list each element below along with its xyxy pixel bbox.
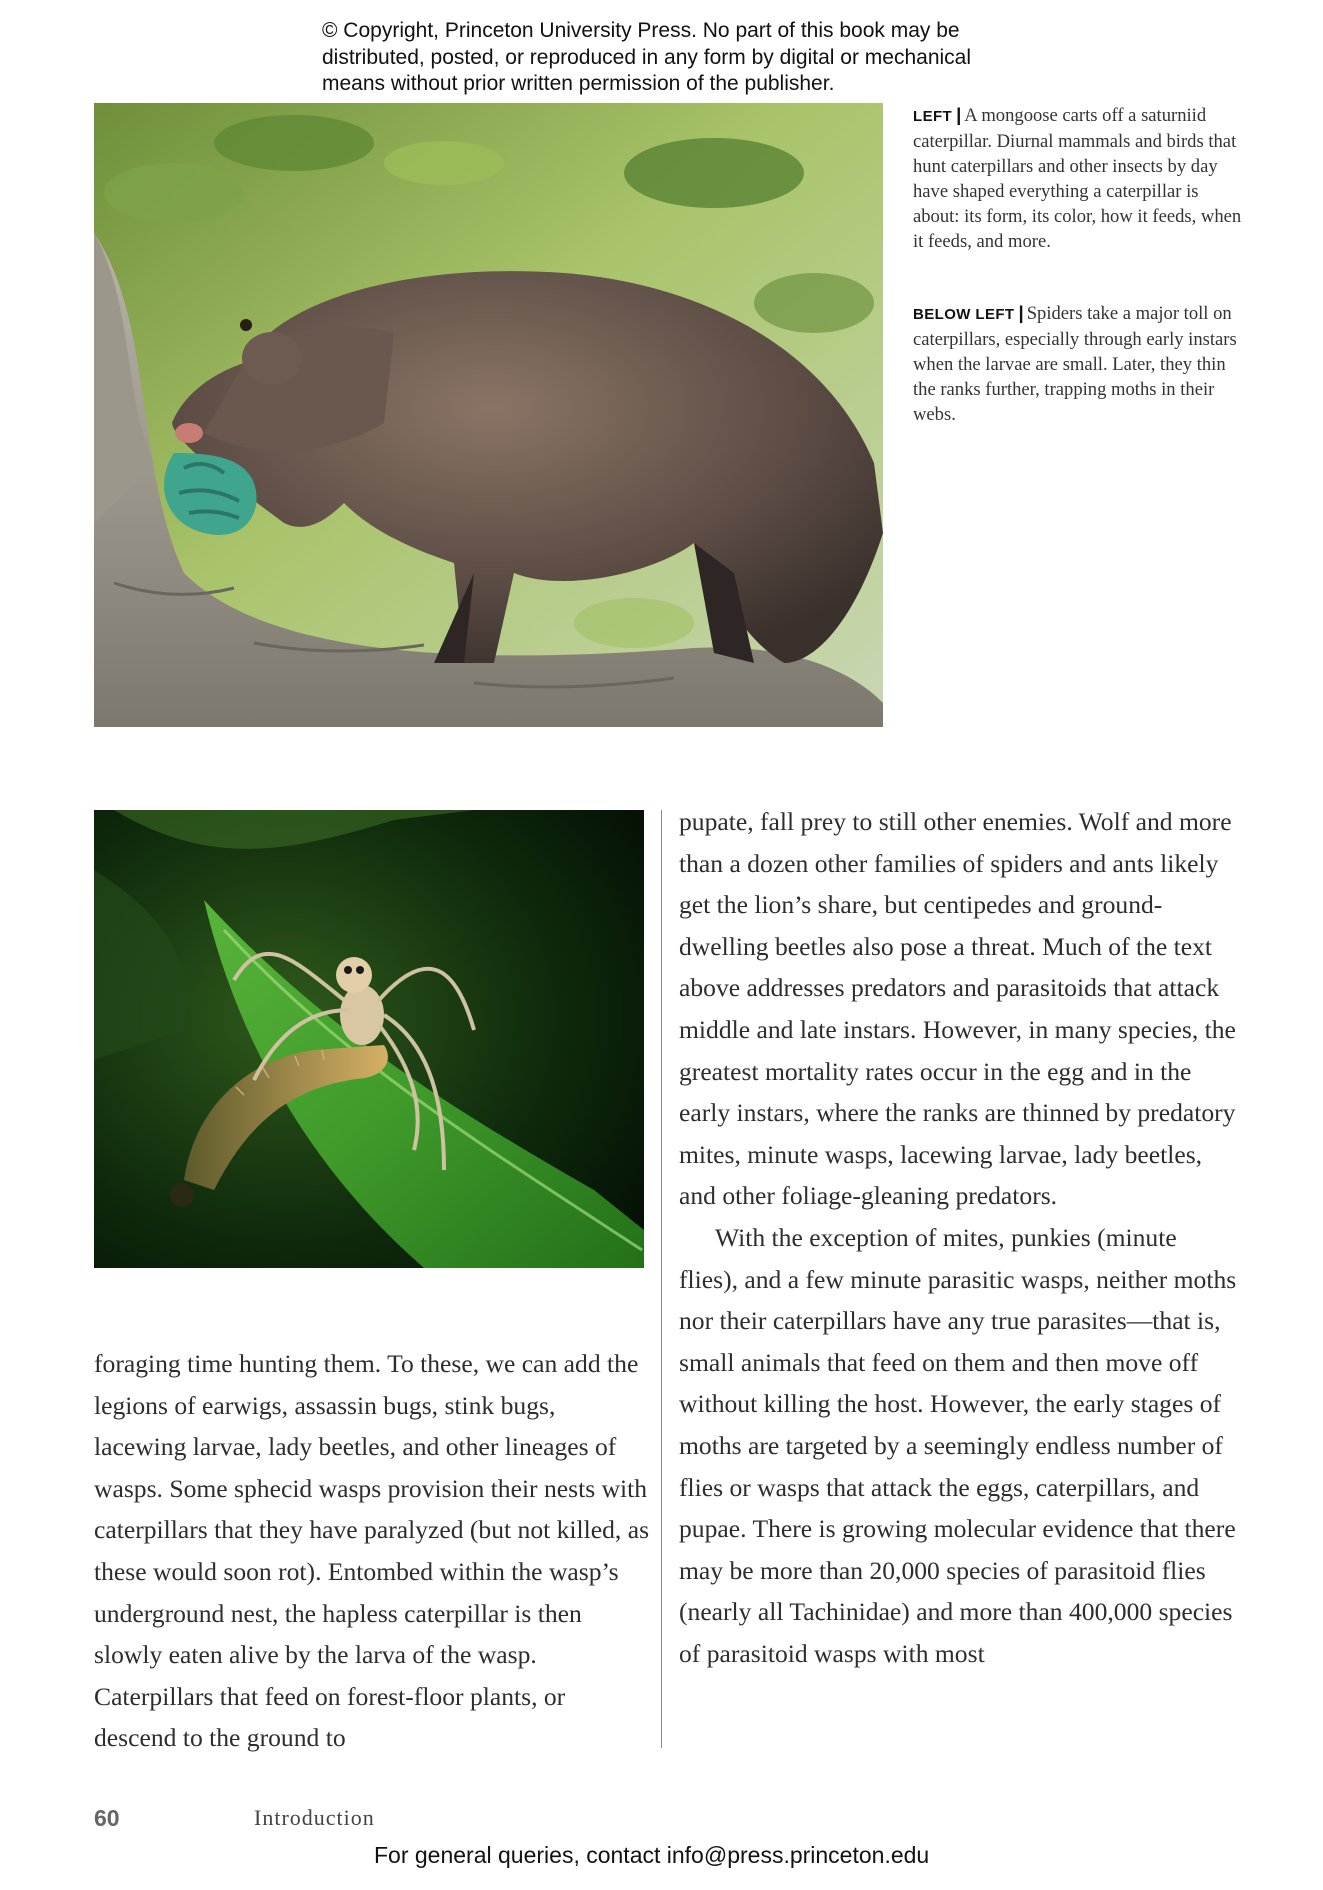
caption-divider: | (1018, 302, 1024, 323)
caption-label: BELOW LEFT (913, 306, 1015, 323)
caption-text: A mongoose carts off a saturniid caterpillar. Diurnal mammals and birds that hunt caterpillars and other insects by day have shaped everything a caterpillar is about: its form, its color, how it feeds, when it feeds, and more. (913, 105, 1242, 252)
copyright-line: means without prior written permission of the publisher. (322, 72, 835, 95)
copyright-notice (322, 18, 1042, 98)
page-number: 60 (94, 1805, 120, 1831)
body-right-column (679, 801, 1239, 1674)
caption-below-left (913, 300, 1243, 427)
body-paragraph: With the exception of mites, punkies (minute flies), and a few minute parasitic wasps, neither moths nor their caterpillars have any true parasites—that is, small animals that feed on them and then move off without killing the host. However, the early stages of moths are targeted by a seemingly endless number of flies or wasps that attack the eggs, caterpillars, and pupae. There is growing molecular evidence that there may be more than 20,000 species of parasitoid flies (nearly all Tachinidae) and more than 400,000 species of parasitoid wasps with most (679, 1222, 1237, 1668)
caption-divider: | (956, 104, 962, 125)
column-divider (661, 810, 662, 1748)
copyright-line: distributed, posted, or reproduced in any form by digital or mechanical (322, 45, 972, 69)
copyright-line: © Copyright, Princeton University Press. No part of this book may be (322, 19, 960, 42)
running-head: Introduction (254, 1805, 375, 1830)
body-paragraph: pupate, fall prey to still other enemies. Wolf and more than a dozen other families of spiders and ants likely get the lion’s share, but centipedes and ground-dwelling beetles also pose a threat. Much of the text above addresses predators and parasitoids that attack middle and late instars. However, in many species, the greatest mortality rates occur in the egg and in the early instars, where the ranks are thinned by predatory mites, minute wasps, lacewing larvae, lady beetles, and other foliage-gleaning predators. (679, 807, 1236, 1211)
caption-label: LEFT (913, 108, 953, 125)
body-left-column (94, 1343, 654, 1759)
contact-footer: For general queries, contact info@press.princeton.edu (374, 1842, 930, 1868)
mongoose-photo (94, 103, 883, 727)
body-paragraph: foraging time hunting them. To these, we can add the legions of earwigs, assassin bugs, stink bugs, lacewing larvae, lady beetles, and other lineages of wasps. Some sphecid wasps provision their nests with caterpillars that they have paralyzed (but not killed, as these would soon rot). Entombed within the wasp’s underground nest, the hapless caterpillar is then slowly eaten alive by the larva of the wasp. Caterpillars that feed on forest-floor plants, or descend to the ground to (94, 1349, 650, 1753)
caption-text: Spiders take a major toll on caterpillars, especially through early instars when the larvae are small. Later, they thin the ranks further, trapping moths in their webs. (913, 303, 1237, 425)
spider-photo (94, 810, 644, 1268)
caption-left (913, 102, 1243, 254)
